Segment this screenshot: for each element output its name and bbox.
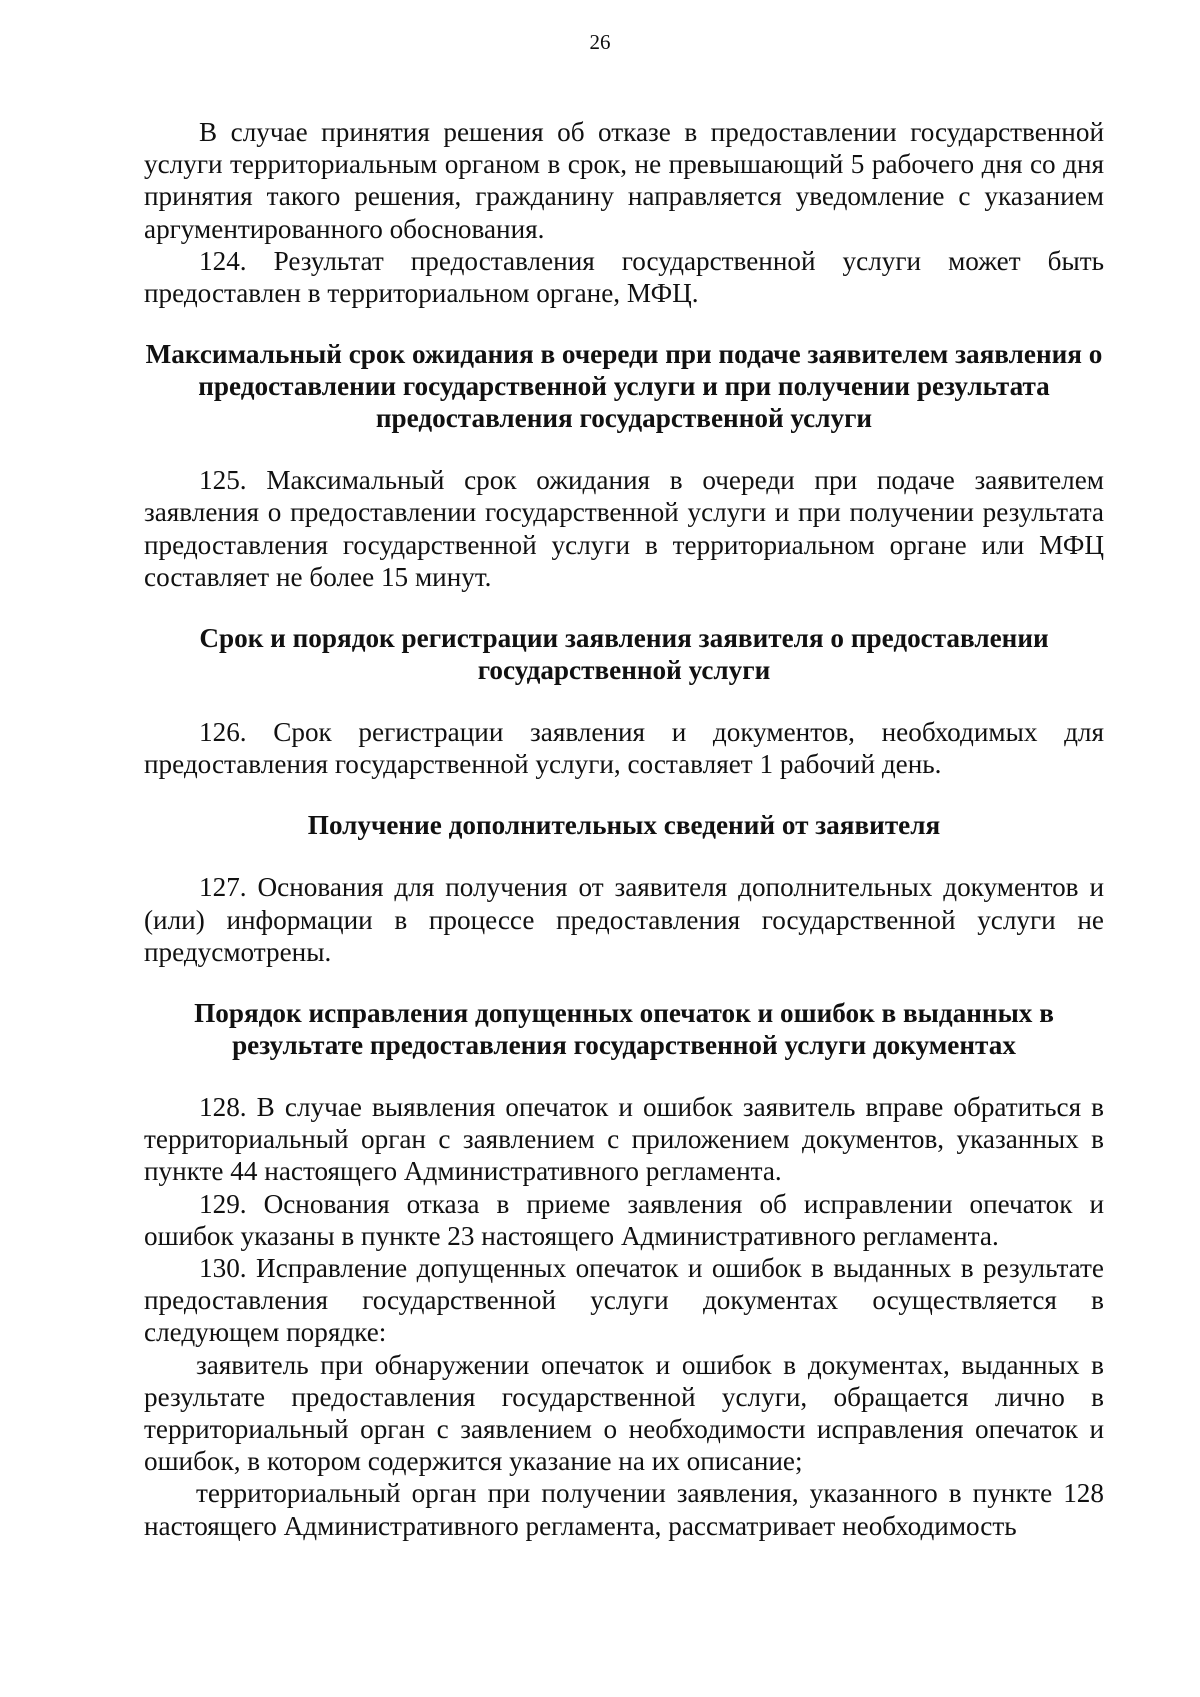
paragraph-127: 127. Основания для получения от заявителя дополнительных документов и (или) информации в процессе предоставления государственной услуги не предусмотрены. [144,872,1104,967]
paragraph-130: 130. Исправление допущенных опечаток и ошибок в выданных в результате предоставления государственной услуги документах осуществляется в следующем порядке: [144,1253,1104,1348]
paragraph-124: 124. Результат предоставления государственной услуги может быть предоставлен в территориальном органе, МФЦ. [144,245,1104,309]
heading-error-correction: Порядок исправления допущенных опечаток и ошибок в выданных в результате предоставления государственной услуги документах [194,998,1054,1061]
heading-registration-term: Срок и порядок регистрации заявления заявителя о предоставлении государственной услуги [199,623,1049,686]
heading-additional-info: Получение дополнительных сведений от заявителя [307,810,941,841]
page-number: 26 [589,30,611,54]
heading-max-wait-time: Максимальный срок ожидания в очереди при подаче заявителем заявления о предоставлении государственной услуги и при получении результата предоставления государственной услуги [145,339,1103,434]
paragraph-refusal-notice: В случае принятия решения об отказе в предоставлении государственной услуги территориальным органом в срок, не превышающий 5 рабочего дня со дня принятия такого решения, гражданину направляется уведомление с указанием аргументированного обоснования. [144,117,1104,244]
paragraph-authority-procedure: территориальный орган при получении заявления, указанного в пункте 128 настоящего Административного регламента, рассматривает необходимость [144,1478,1104,1541]
paragraph-126: 126. Срок регистрации заявления и документов, необходимых для предоставления государственной услуги, составляет 1 рабочий день. [144,717,1104,780]
paragraph-129: 129. Основания отказа в приеме заявления об исправлении опечаток и ошибок указаны в пункте 23 настоящего Административного регламента. [144,1188,1104,1251]
paragraph-125: 125. Максимальный срок ожидания в очереди при подаче заявителем заявления о предоставлении государственной услуги и при получении результата предоставления государственной услуги в территориальном органе или МФЦ составляет не более 15 минут. [144,465,1104,592]
paragraph-applicant-procedure: заявитель при обнаружении опечаток и ошибок в документах, выданных в результате предоставления государственной услуги, обращается лично в территориальный орган с заявлением о необходимости исправления опечаток и ошибок, в котором содержится указание на их описание; [144,1349,1104,1477]
document-body [144,116,1104,1542]
paragraph-128: 128. В случае выявления опечаток и ошибок заявитель вправе обратиться в территориальный орган с заявлением с приложением документов, указанных в пункте 44 настоящего Административного регламента. [144,1092,1104,1187]
